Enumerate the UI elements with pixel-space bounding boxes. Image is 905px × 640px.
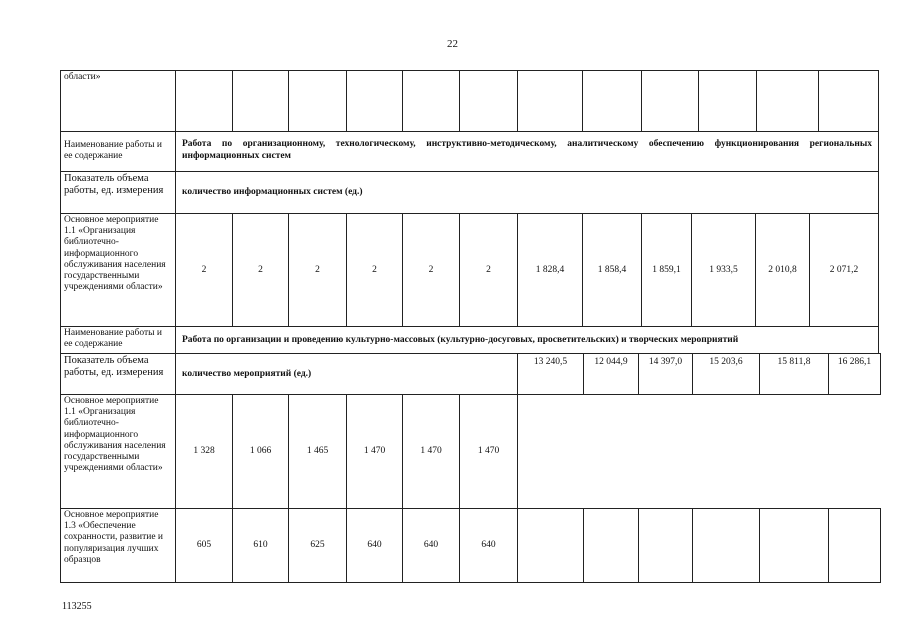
row3-value: 2 071,2 [809, 213, 879, 327]
row1-label: Наименование работы и ее содержание [60, 131, 176, 172]
row2-label: Показатель объема работы, ед. измерения [60, 171, 176, 214]
row6-value: 1 470 [402, 394, 460, 509]
row3-value: 2 010,8 [755, 213, 810, 327]
row7-value: 640 [459, 508, 518, 583]
row7-empty-cell [638, 508, 693, 583]
row5-value: 16 286,1 [828, 353, 881, 395]
row3-value: 1 859,1 [641, 213, 692, 327]
row1-content: Работа по организационному, технологическому, инструктивно-методическому, аналитическому обеспечению функционирования региональных информационных систем [175, 131, 879, 172]
row6-value: 1 465 [288, 394, 347, 509]
row0-cell-2 [232, 70, 289, 132]
row7-value: 640 [402, 508, 460, 583]
row6-value: 1 470 [346, 394, 403, 509]
row7-value: 610 [232, 508, 289, 583]
page-number: 22 [447, 38, 458, 50]
row6-value: 1 328 [175, 394, 233, 509]
row2-content: количество информационных систем (ед.) [175, 171, 879, 214]
row5-content: количество мероприятий (ед.) [175, 353, 518, 395]
row7-label: Основное мероприятие 1.3 «Обеспечение сохранности, развитие и популяризация лучших образцов [60, 508, 176, 583]
row3-value: 2 [288, 213, 347, 327]
row5-value: 13 240,5 [517, 353, 584, 395]
row6-value: 1 470 [459, 394, 518, 509]
row0-cell-6 [459, 70, 518, 132]
row6-value: 1 066 [232, 394, 289, 509]
row4-content: Работа по организации и проведению культурно-массовых (культурно-досуговых, просветительских) и творческих мероприятий [175, 326, 879, 354]
row0-cell-11 [756, 70, 819, 132]
row0-cell-8 [582, 70, 642, 132]
row3-label: Основное мероприятие 1.1 «Организация библиотечно-информационного обслуживания населения государственными учреждениями области» [60, 213, 176, 327]
row3-value: 1 933,5 [691, 213, 756, 327]
row3-value: 1 858,4 [582, 213, 642, 327]
row3-value: 2 [232, 213, 289, 327]
row7-empty-cell [828, 508, 881, 583]
row5-value: 12 044,9 [583, 353, 639, 395]
row3-value: 2 [346, 213, 403, 327]
row0-cell-9 [641, 70, 699, 132]
row0-cell-4 [346, 70, 403, 132]
row5-label: Показатель объема работы, ед. измерения [60, 353, 176, 395]
row0-cell-10 [698, 70, 757, 132]
row4-label: Наименование работы и ее содержание [60, 326, 176, 354]
row7-empty-cell [583, 508, 639, 583]
row7-empty-cell [517, 508, 584, 583]
row7-value: 640 [346, 508, 403, 583]
row3-value: 2 [175, 213, 233, 327]
row3-value: 2 [402, 213, 460, 327]
row0-cell-3 [288, 70, 347, 132]
row3-value: 2 [459, 213, 518, 327]
row7-empty-cell [692, 508, 760, 583]
row0-cell-12 [818, 70, 879, 132]
row6-label: Основное мероприятие 1.1 «Организация библиотечно-информационного обслуживания населения государственными учреждениями области» [60, 394, 176, 509]
row0-cell-7 [517, 70, 583, 132]
row0-cell-5 [402, 70, 460, 132]
row7-value: 625 [288, 508, 347, 583]
row5-value: 15 811,8 [759, 353, 829, 395]
footer-code: 113255 [62, 601, 92, 612]
row0-cell-1 [175, 70, 233, 132]
row3-value: 1 828,4 [517, 213, 583, 327]
row5-value: 15 203,6 [692, 353, 760, 395]
row0-label: области» [60, 70, 176, 132]
row7-value: 605 [175, 508, 233, 583]
row7-empty-cell [759, 508, 829, 583]
row5-value: 14 397,0 [638, 353, 693, 395]
